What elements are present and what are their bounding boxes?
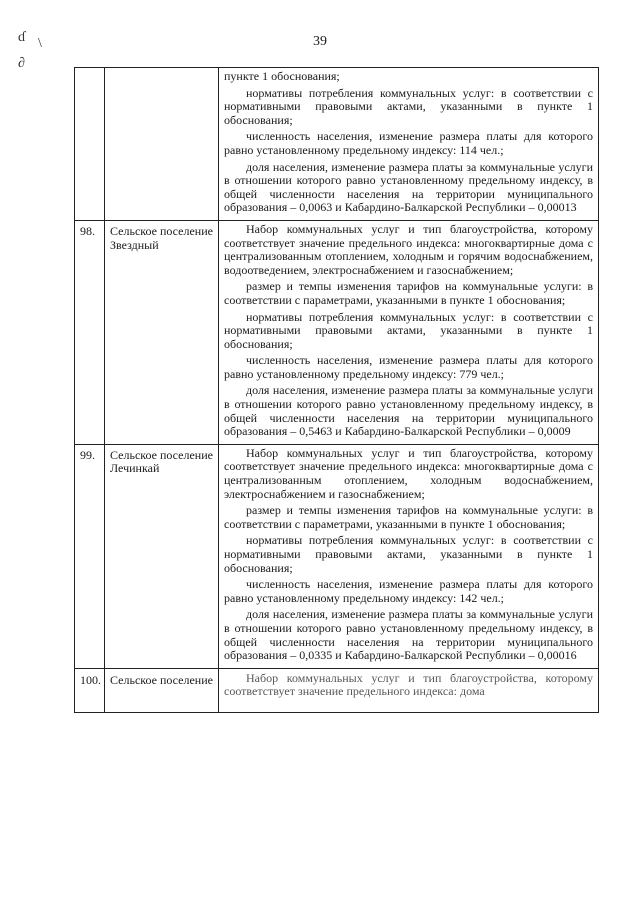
paragraph: нормативы потребления коммунальных услуг: в соответствии с нормативными правовыми актами, указанными в пункте 1 обоснования; — [224, 85, 593, 127]
paragraph: пункте 1 обоснования; — [224, 69, 340, 83]
margin-mark: ∂ — [18, 56, 25, 71]
row-name-cell — [105, 444, 219, 668]
paragraph: нормативы потребления коммунальных услуг: в соответствии с нормативными правовыми актами, указанными в пункте 1 обоснования; — [224, 309, 593, 351]
row-number — [80, 70, 99, 72]
table-row — [75, 68, 599, 221]
table-row — [75, 668, 599, 712]
row-name-cell — [105, 68, 219, 221]
paragraph: нормативы потребления коммунальных услуг: в соответствии с нормативными правовыми актами, указанными в пункте 1 обоснования; — [224, 533, 593, 575]
paragraph: доля населения, изменение размера платы за коммунальные услуги в отношении которого равно установленному предельному индексу, в общей численности населения на территории муниципального образования – 0,5463 и Кабардино-Балкарской Республики – 0,0009 — [224, 383, 593, 439]
page-number: 39 — [313, 34, 327, 49]
data-table — [74, 67, 599, 713]
margin-mark: ɗ — [18, 30, 25, 45]
margin-mark: \ — [38, 36, 42, 51]
row-number-cell — [75, 68, 105, 221]
row-text-cell — [219, 68, 599, 221]
row-name: Сельское поселение Лечинкай — [110, 447, 213, 476]
paragraph: численность населения, изменение размера платы для которого равно установленному предельному индексу: 779 чел.; — [224, 353, 593, 381]
paragraph: Набор коммунальных услуг и тип благоустройства, которому соответствует значение предельного индекса: дома — [224, 670, 593, 699]
row-text-cell — [219, 220, 599, 444]
paragraph: численность населения, изменение размера платы для которого равно установленному предельному индексу: 142 чел.; — [224, 577, 593, 605]
row-number-cell — [75, 220, 105, 444]
paragraph: размер и темпы изменения тарифов на коммунальные услуги: в соответствии с параметрами, указанными в пункте 1 обоснования; — [224, 503, 593, 531]
row-number: 99. — [80, 447, 95, 462]
row-name: Сельское поселение Звездный — [110, 223, 213, 252]
table-row — [75, 220, 599, 444]
row-number-cell — [75, 668, 105, 712]
paragraph: Набор коммунальных услуг и тип благоустройства, которому соответствует значение предельного индекса: многоквартирные дома с централизованным отоплением, холодным водоснабжением, электроснабжением и газоснабжением; — [224, 445, 593, 501]
row-number: 100. — [80, 672, 101, 687]
row-name — [110, 70, 213, 72]
row-text-cell — [219, 668, 599, 712]
paragraph: доля населения, изменение размера платы за коммунальные услуги в отношении которого равно установленному предельному индексу, в общей численности населения на территории муниципального образования – 0,0335 и Кабардино-Балкарской Республики – 0,00016 — [224, 607, 593, 663]
row-name: Сельское поселение — [110, 672, 213, 687]
row-name-cell — [105, 668, 219, 712]
row-text-cell — [219, 444, 599, 668]
paragraph: численность населения, изменение размера платы для которого равно установленному предельному индексу: 114 чел.; — [224, 129, 593, 157]
row-name-cell — [105, 220, 219, 444]
row-number: 98. — [80, 223, 95, 238]
paragraph: доля населения, изменение размера платы за коммунальные услуги в отношении которого равно установленному предельному индексу, в общей численности населения на территории муниципального образования – 0,0063 и Кабардино-Балкарской Республики – 0,00013 — [224, 159, 593, 215]
row-number-cell — [75, 444, 105, 668]
table-row — [75, 444, 599, 668]
paragraph: Набор коммунальных услуг и тип благоустройства, которому соответствует значение предельного индекса: многоквартирные дома с централизованным отоплением, холодным и горячим водоснабжением, водоотведением, электроснабжением и газоснабжением; — [224, 221, 593, 277]
paragraph: размер и темпы изменения тарифов на коммунальные услуги: в соответствии с параметрами, указанными в пункте 1 обоснования; — [224, 279, 593, 307]
